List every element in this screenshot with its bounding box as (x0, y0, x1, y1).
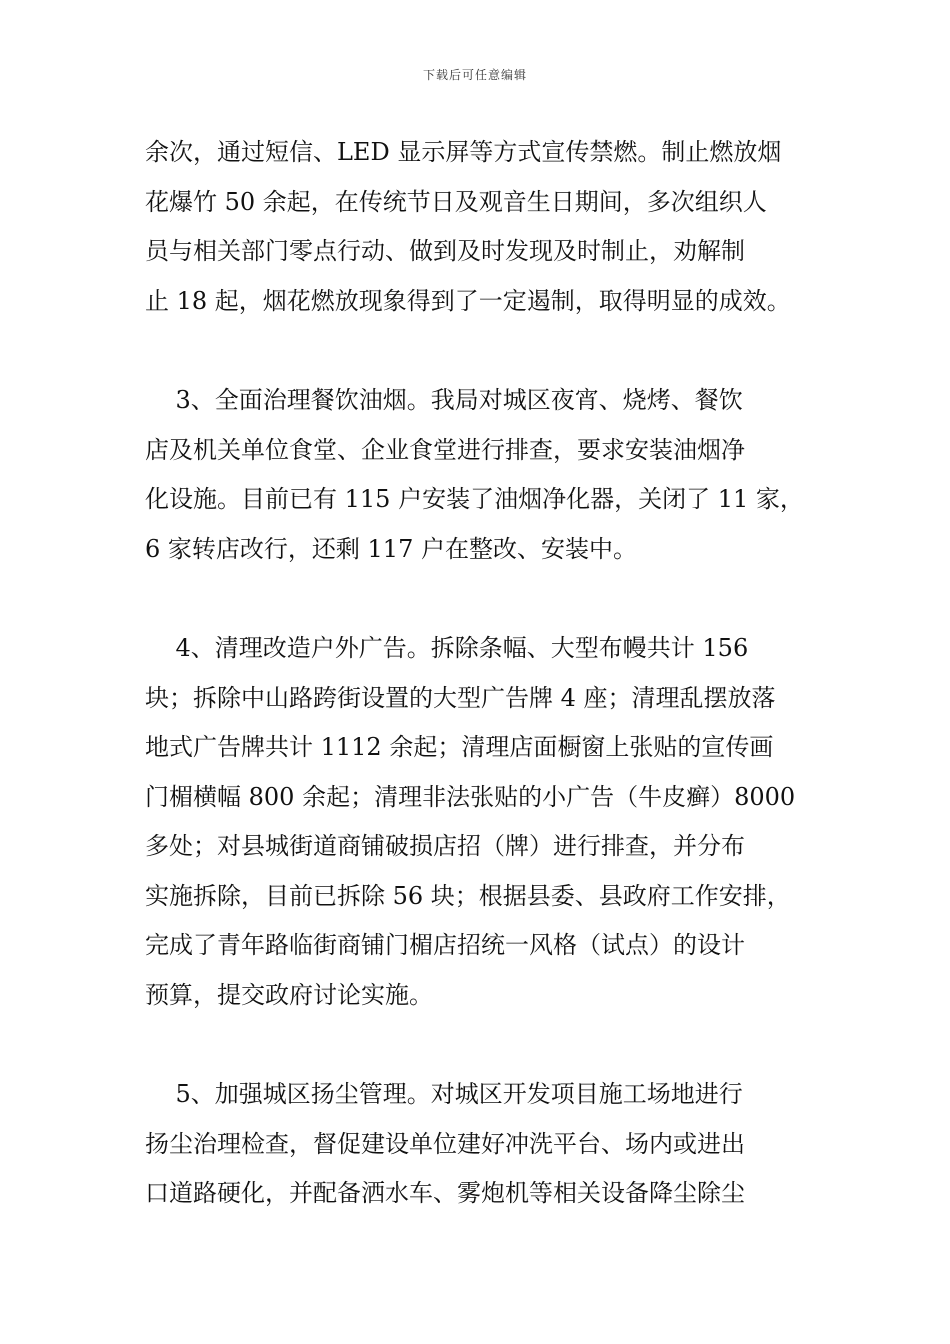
paragraph-line: 化设施。目前已有 115 户安装了油烟净化器，关闭了 11 家， (145, 485, 804, 513)
paragraph-line: 多处；对县城街道商铺破损店招（牌）进行排查，并分布 (145, 832, 745, 860)
paragraph-fireworks-ban (145, 128, 815, 326)
paragraph-line: 6 家转店改行，还剩 117 户在整改、安装中。 (145, 534, 637, 563)
paragraph-dust-control (145, 1070, 815, 1219)
paragraph-outdoor-ads (145, 624, 815, 1020)
paragraph-line: 门楣横幅 800 余起；清理非法张贴的小广告（牛皮癣）8000 (145, 782, 796, 811)
paragraph-line: 员与相关部门零点行动、做到及时发现及时制止，劝解制 (145, 237, 745, 265)
paragraph-line: 预算，提交政府讨论实施。 (145, 980, 433, 1009)
document-body (145, 128, 815, 1269)
paragraph-line: 余次，通过短信、LED 显示屏等方式宣传禁燃。制止燃放烟 (145, 138, 782, 166)
paragraph-line: 完成了青年路临街商铺门楣店招统一风格（试点）的设计 (145, 931, 745, 959)
paragraph-cooking-fumes (145, 376, 815, 574)
paragraph-line: 4、清理改造户外广告。拆除条幅、大型布幔共计 156 (145, 634, 749, 662)
paragraph-line: 实施拆除，目前已拆除 56 块；根据县委、县政府工作安排， (145, 881, 791, 910)
paragraph-line: 地式广告牌共计 1112 余起；清理店面橱窗上张贴的宣传画 (145, 733, 774, 761)
paragraph-line: 块；拆除中山路跨街设置的大型广告牌 4 座；清理乱摆放落 (145, 683, 776, 712)
page-header-note: 下载后可任意编辑 (422, 68, 527, 82)
paragraph-line: 口道路硬化，并配备洒水车、雾炮机等相关设备降尘除尘 (145, 1179, 745, 1207)
paragraph-line: 店及机关单位食堂、企业食堂进行排查，要求安装油烟净 (145, 435, 745, 464)
paragraph-line: 花爆竹 50 余起，在传统节日及观音生日期间，多次组织人 (145, 187, 767, 216)
paragraph-line: 3、全面治理餐饮油烟。我局对城区夜宵、烧烤、餐饮 (145, 386, 743, 414)
paragraph-line: 止 18 起，烟花燃放现象得到了一定遏制，取得明显的成效。 (145, 286, 791, 315)
paragraph-line: 扬尘治理检查，督促建设单位建好冲洗平台、场内或进出 (145, 1129, 745, 1158)
paragraph-line: 5、加强城区扬尘管理。对城区开发项目施工场地进行 (145, 1080, 743, 1108)
